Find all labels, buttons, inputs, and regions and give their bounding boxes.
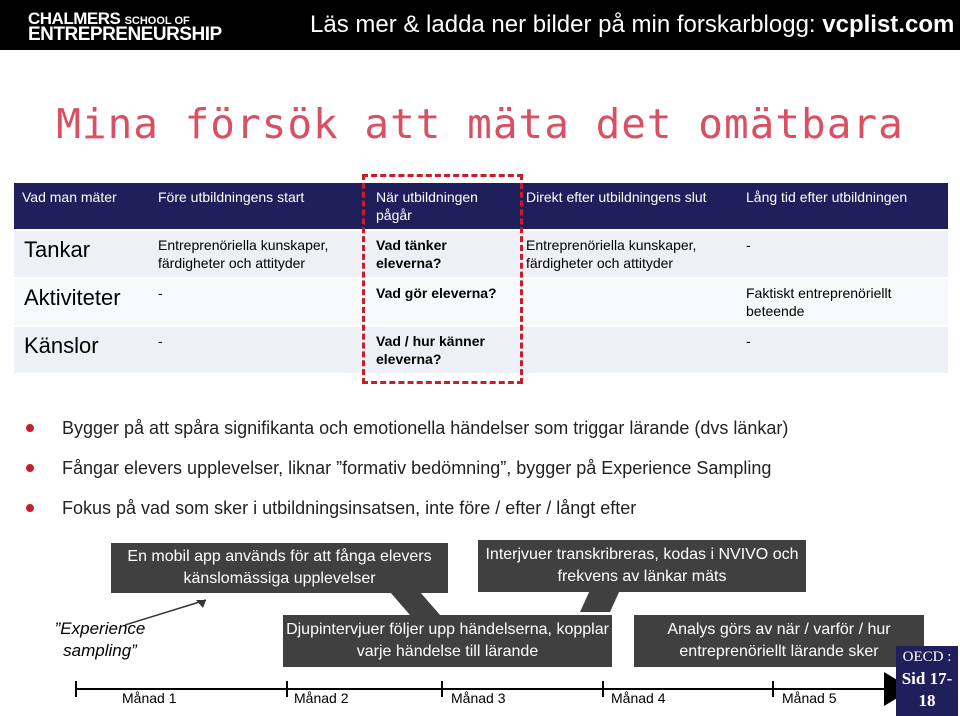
timeline-month-1: Månad 1: [122, 690, 177, 706]
table-header-during: När utbildningen pågår: [368, 183, 518, 229]
callout-mobile-app: En mobil app används för att fånga elevers känslomässiga upplevelser: [111, 543, 448, 593]
bullet-text: Fokus på vad som sker i utbildningsinsatsen, inte före / efter / långt efter: [62, 498, 637, 518]
badge-line-1: OECD :: [902, 649, 952, 665]
cell-kanslor-long: -: [738, 327, 948, 373]
cell-kanslor-during: Vad / hur känner eleverna?: [368, 327, 518, 373]
table-header-after: Direkt efter utbildningens slut: [518, 183, 738, 229]
cell-aktiviteter-during: Vad gör eleverna?: [368, 279, 518, 325]
table-header-long-after: Lång tid efter utbildningen: [738, 183, 948, 229]
cell-tankar-long: -: [738, 231, 948, 277]
timeline-month-2: Månad 2: [294, 690, 349, 706]
bullet-text: Fångar elevers upplevelser, liknar ”formativ bedömning”, bygger på Experience Sampling: [62, 458, 772, 478]
badge-line-3: 18: [918, 691, 936, 710]
cell-aktiviteter-before: -: [150, 279, 368, 325]
table-header-measure: Vad man mäter: [14, 183, 150, 229]
logo-text-school-of: SCHOOL OF: [124, 15, 190, 27]
callout-deep-interviews: Djupintervjuer följer upp händelserna, kopplar varje händelse till lärande: [283, 615, 612, 667]
timeline-tick: [75, 681, 77, 697]
timeline-tick: [286, 681, 288, 697]
table-header-before: Före utbildningens start: [150, 183, 368, 229]
cell-kanslor-before: -: [150, 327, 368, 373]
row-label-aktiviteter: Aktiviteter: [14, 279, 150, 325]
pointer-wedge-interviews: [580, 590, 620, 612]
callout-analysis: Analys görs av när / varför / hur entreprenöriellt lärande sker: [634, 615, 924, 667]
cell-tankar-after: Entreprenöriella kunskaper, färdigheter och attityder: [518, 231, 738, 277]
timeline-month-3: Månad 3: [451, 690, 506, 706]
timeline-tick: [602, 681, 604, 697]
timeline-month-4: Månad 4: [611, 690, 666, 706]
badge-line-2: Sid 17-: [901, 669, 953, 688]
row-label-tankar: Tankar: [14, 231, 150, 277]
timeline-month-5: Månad 5: [782, 690, 837, 706]
cell-tankar-before: Entreprenöriella kunskaper, färdigheter och attityder: [150, 231, 368, 277]
blog-banner-label: Läs mer & ladda ner bilder på min forskarblogg:: [310, 11, 823, 38]
pointer-wedge-app: [390, 592, 440, 615]
cell-tankar-during: Vad tänker eleverna?: [368, 231, 518, 277]
experience-sampling-label: ”Experience sampling”: [54, 619, 146, 660]
bullet-text: Bygger på att spåra signifikanta och emotionella händelser som triggar lärande (dvs länkar): [62, 418, 789, 438]
page-title: Mina försök att mäta det omätbara: [56, 100, 904, 148]
logo-text-chalmers: CHALMERS: [28, 9, 121, 28]
row-label-kanslor: Känslor: [14, 327, 150, 373]
oecd-reference-badge: [896, 646, 958, 716]
blog-link[interactable]: vcplist.com: [822, 11, 955, 38]
timeline-tick: [441, 681, 443, 697]
timeline-tick: [772, 681, 774, 697]
pointer-head-experience: [196, 600, 206, 608]
cell-aktiviteter-long: Faktiskt entreprenöriellt beteende: [738, 279, 948, 325]
callout-interviews-coded: Interjvuer transkribreras, kodas i NVIVO och frekvens av länkar mäts: [478, 540, 806, 592]
logo-entrepreneurship: ENTREPRENEURSHIP: [28, 24, 222, 45]
